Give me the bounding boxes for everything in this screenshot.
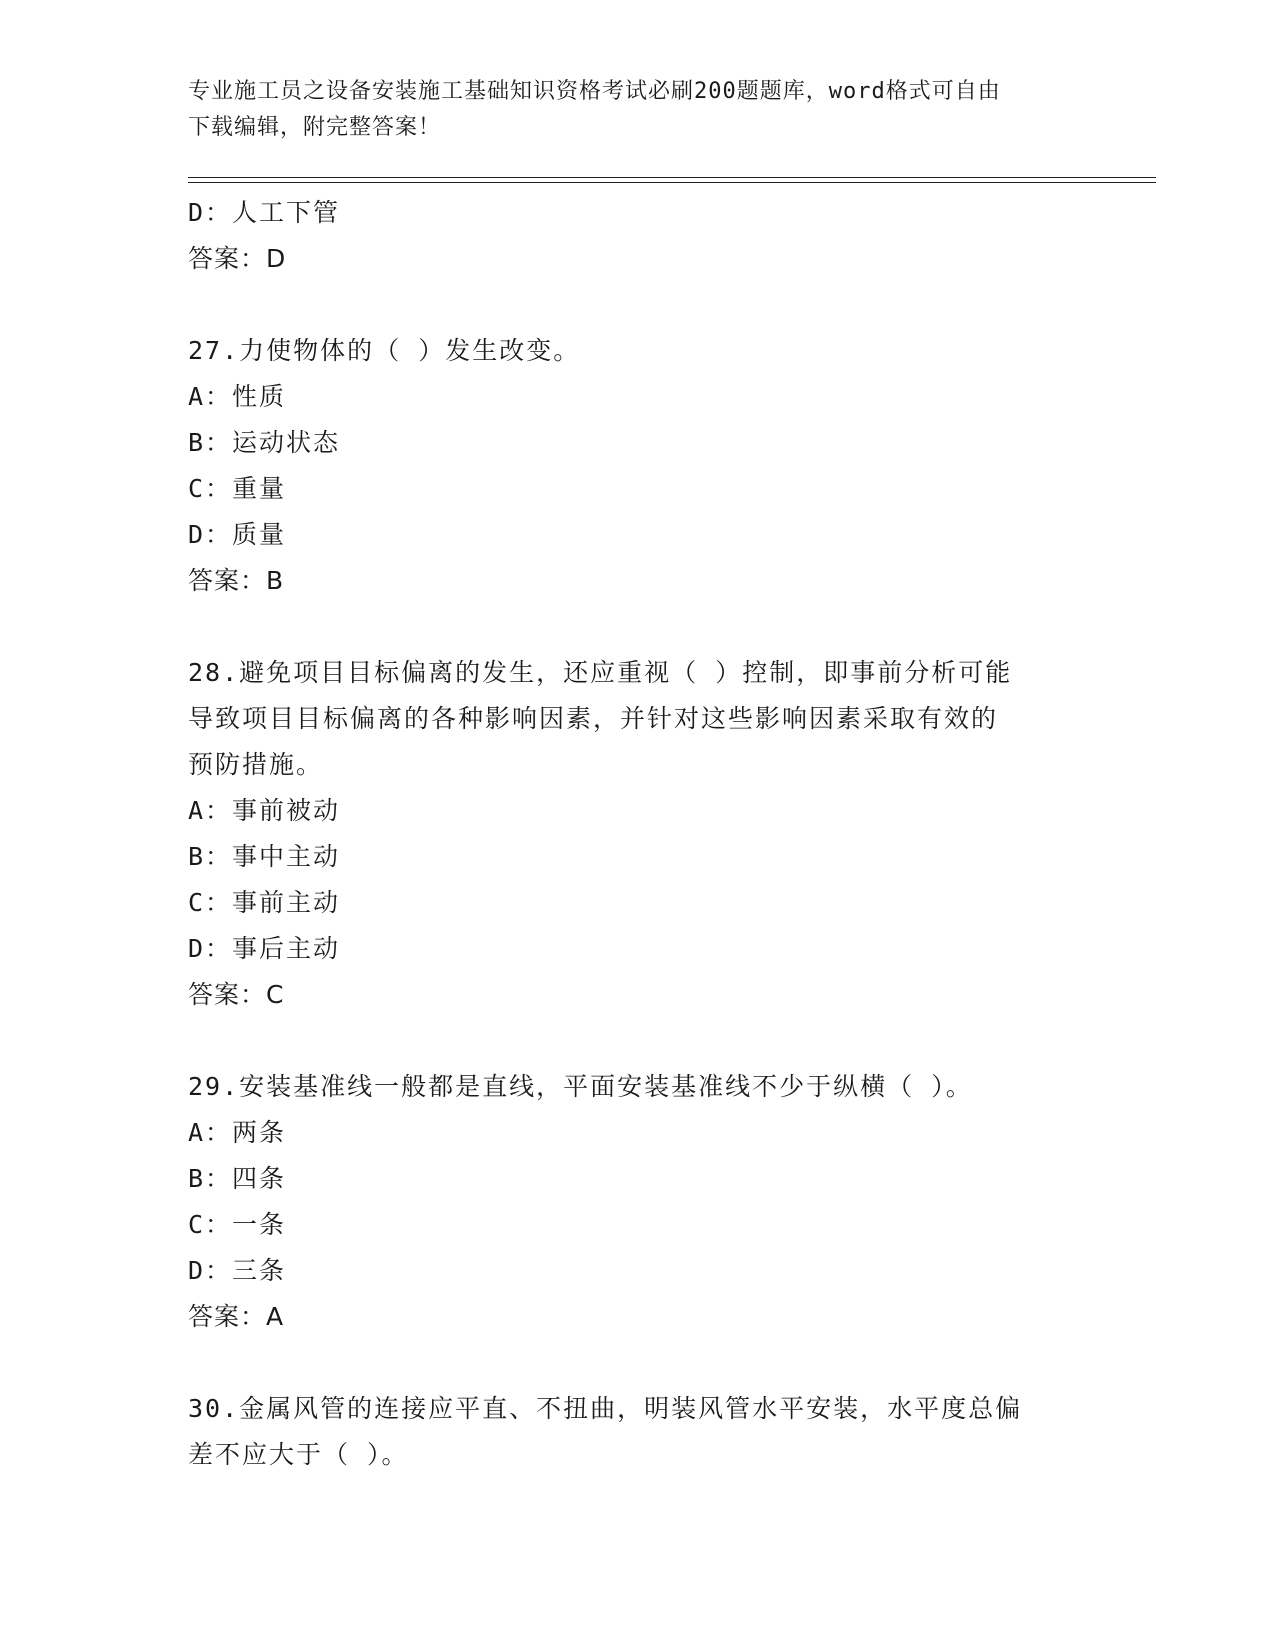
- question-text-line-2: 导致项目目标偏离的各种影响因素，并针对这些影响因素采取有效的: [188, 704, 999, 733]
- question-text-line-1: 28.避免项目目标偏离的发生，还应重视（ ）控制，即事前分析可能: [188, 658, 1013, 687]
- option-a: A：事前被动: [188, 796, 341, 825]
- option-a: A：两条: [188, 1118, 287, 1147]
- option-c: C：事前主动: [188, 888, 341, 917]
- option-c: C：重量: [188, 474, 287, 503]
- question-text-line-3: 预防措施。: [188, 750, 324, 779]
- header-rule-bottom: [188, 182, 1156, 183]
- question-text-line-2: 差不应大于（ ）。: [188, 1440, 409, 1469]
- option-c: C：一条: [188, 1210, 287, 1239]
- header-line-2: 下载编辑，附完整答案！: [188, 115, 442, 140]
- question-29-block: [188, 1064, 1088, 1340]
- document-body: [188, 190, 1088, 1478]
- prev-question-block: [188, 190, 1088, 282]
- header-rule-top: [188, 177, 1156, 178]
- spacer: [188, 1340, 1088, 1386]
- option-d: D：三条: [188, 1256, 287, 1285]
- option-d: D：事后主动: [188, 934, 341, 963]
- document-header: [188, 74, 1068, 146]
- spacer: [188, 604, 1088, 650]
- question-text: 29.安装基准线一般都是直线，平面安装基准线不少于纵横（ ）。: [188, 1072, 973, 1101]
- answer-line: 答案：A: [188, 1302, 285, 1331]
- option-b: B：四条: [188, 1164, 287, 1193]
- header-line-1: 专业施工员之设备安装施工基础知识资格考试必刷200题题库，word格式可自由: [188, 79, 1001, 104]
- option-b: B：事中主动: [188, 842, 341, 871]
- question-28-block: [188, 650, 1088, 1018]
- spacer: [188, 1018, 1088, 1064]
- spacer: [188, 282, 1088, 328]
- option-d: D：质量: [188, 520, 287, 549]
- option-b: B：运动状态: [188, 428, 341, 457]
- question-30-block: [188, 1386, 1088, 1478]
- question-text-line-1: 30.金属风管的连接应平直、不扭曲，明装风管水平安装，水平度总偏: [188, 1394, 1023, 1423]
- option-d: D：人工下管: [188, 198, 341, 227]
- answer-line: 答案：D: [188, 244, 287, 273]
- answer-line: 答案：C: [188, 980, 285, 1009]
- option-a: A：性质: [188, 382, 287, 411]
- question-27-block: [188, 328, 1088, 604]
- question-text: 27.力使物体的（ ）发生改变。: [188, 336, 581, 365]
- answer-line: 答案：B: [188, 566, 285, 595]
